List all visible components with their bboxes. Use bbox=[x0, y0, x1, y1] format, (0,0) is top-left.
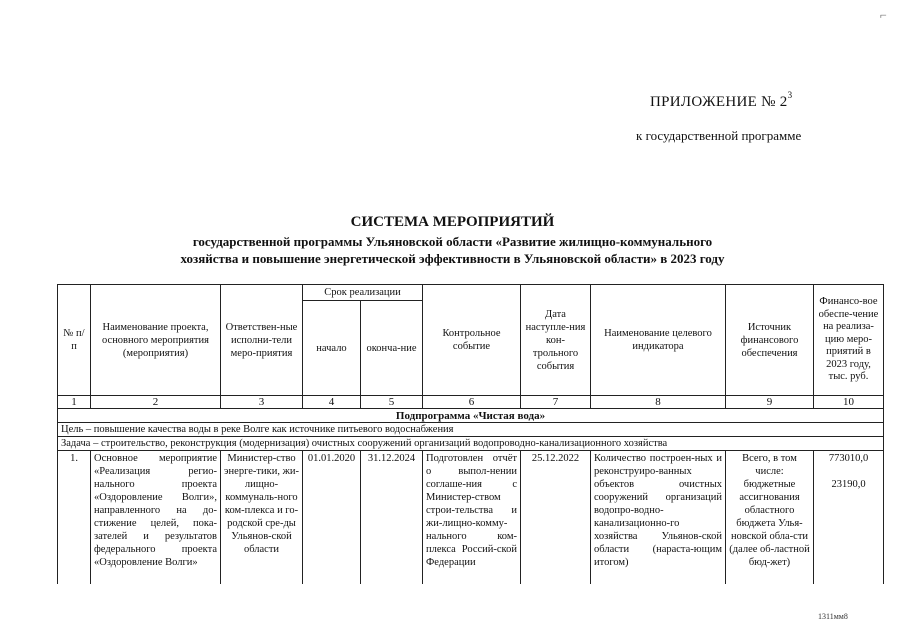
subprogram-row: Подпрограмма «Чистая вода» bbox=[57, 408, 883, 422]
header-col-indicator: Наименование целевого индикатора bbox=[590, 284, 725, 395]
table-right-border bbox=[883, 284, 884, 584]
header-col-name: Наименование проекта, основного мероприятия (мероприятия) bbox=[90, 284, 220, 395]
col-number: 6 bbox=[422, 395, 520, 408]
header-col-event: Контрольное событие bbox=[422, 284, 520, 395]
row1-source-regional: бюджетные ассигнования областного бюджета Улья-новской обла-сти (далее об-ластной бюд-жет) bbox=[729, 479, 810, 568]
col-number: 4 bbox=[302, 395, 360, 408]
appendix-superscript: 3 bbox=[787, 90, 793, 100]
row1-source bbox=[725, 450, 813, 584]
row1-event: Подготовлен отчёт о выпол-нении соглаше-ния с Министер-ством строи-тельства и жи-лищно-комму-нального ком-плекса Россий-ской Федерации bbox=[422, 450, 520, 584]
col-number: 10 bbox=[813, 395, 883, 408]
document-subtitle-line1: государственной программы Ульяновской области «Развитие жилищно-коммунального bbox=[192, 234, 713, 249]
document-subtitle-line2: хозяйства и повышение энергетической эффективности в Ульяновской области» в 2023 году bbox=[180, 251, 725, 266]
col-number: 8 bbox=[590, 395, 725, 408]
row1-num: 1. bbox=[57, 450, 90, 584]
appendix-subtitle: к государственной программе bbox=[636, 128, 802, 143]
row1-end: 31.12.2024 bbox=[360, 450, 422, 584]
goal-row: Цель – повышение качества воды в реке Волге как источнике питьевого водоснабжения bbox=[57, 422, 883, 436]
row1-start: 01.01.2020 bbox=[302, 450, 360, 584]
header-col-event-date: Дата наступле-ния кон-трольного события bbox=[520, 284, 590, 395]
col-number: 5 bbox=[360, 395, 422, 408]
row1-amount-total: 773010,0 bbox=[828, 453, 869, 464]
task-row: Задача – строительство, реконструкция (модернизация) очистных сооружений организаций водопроводно-канализационного хозяйства bbox=[57, 436, 883, 450]
header-col-num: № п/п bbox=[57, 284, 90, 395]
footer-code: 1311мм8 bbox=[818, 612, 848, 621]
header-period: Срок реализации bbox=[302, 284, 422, 300]
row1-amount-regional: 23190,0 bbox=[831, 479, 866, 490]
document-title: СИСТЕМА МЕРОПРИЯТИЙ bbox=[350, 214, 555, 230]
col-number: 1 bbox=[57, 395, 90, 408]
col-number: 7 bbox=[520, 395, 590, 408]
header-col-amount: Финансо-вое обеспе-чение на реализа-цию меро-приятий в 2023 году, тыс. руб. bbox=[813, 284, 883, 395]
measures-table bbox=[57, 284, 883, 584]
row1-indicator: Количество построен-ных и реконструиро-ванных объектов очистных сооружений организаций водопро-водно-канализационно-го хозяйства Ульянов-ской области (нараста-ющим итогом) bbox=[590, 450, 725, 584]
header-col-start: начало bbox=[302, 300, 360, 395]
row1-name: Основное мероприятие «Реализация регио-нального проекта «Оздоровление Волги», направленного на до-стижение целей, пока-зателей и результатов федерального проекта «Оздоровление Волги» bbox=[90, 450, 220, 584]
corner-mark: ⌐ bbox=[880, 8, 887, 22]
col-number: 3 bbox=[220, 395, 302, 408]
row1-amount bbox=[813, 450, 883, 584]
header-col-end: оконча-ние bbox=[360, 300, 422, 395]
col-number: 2 bbox=[90, 395, 220, 408]
header-col-executors: Ответствен-ные исполни-тели меро-приятия bbox=[220, 284, 302, 395]
row1-event-date: 25.12.2022 bbox=[520, 450, 590, 584]
appendix-label: ПРИЛОЖЕНИЕ № $2^3$ bbox=[650, 90, 793, 110]
col-number: 9 bbox=[725, 395, 813, 408]
row1-source-total: Всего, в том числе: bbox=[742, 453, 797, 477]
row1-executors: Министер-ство энерге-тики, жи-лищно-коммуналь-ного ком-плекса и го-родской сре-ды Ульянов-ской области bbox=[220, 450, 302, 584]
header-col-source: Источник финансового обеспечения bbox=[725, 284, 813, 395]
